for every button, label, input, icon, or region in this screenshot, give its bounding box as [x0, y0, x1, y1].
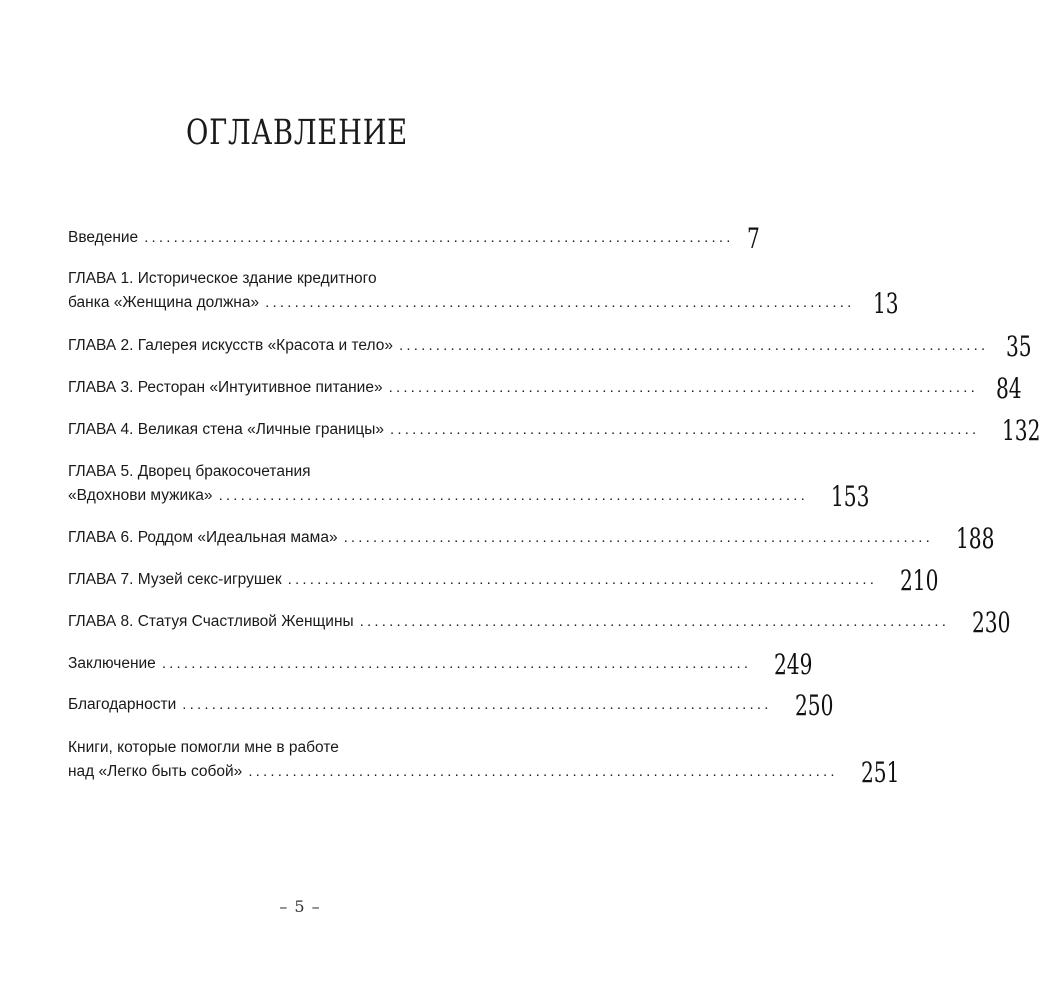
toc-entry-chapter-5[interactable] — [68, 460, 870, 513]
toc-page-number: 249 — [774, 648, 813, 681]
toc-entry-chapter-4[interactable] — [68, 414, 1041, 447]
toc-entry-chapter-1[interactable] — [68, 267, 899, 320]
toc-entry-conclusion[interactable] — [68, 648, 813, 681]
toc-entry-title: «Вдохнови мужика» — [68, 487, 213, 504]
dot-leader: ................................................................................ — [218, 487, 808, 504]
toc-entry-title: ГЛАВА 2. Галерея искусств «Красота и тело» — [68, 337, 393, 354]
toc-entry-title: ГЛАВА 4. Великая стена «Личные границы» — [68, 421, 385, 438]
toc-page-number: 210 — [900, 564, 939, 597]
toc-entry-title: ГЛАВА 6. Роддом «Идеальная мама» — [68, 529, 338, 546]
dot-leader: ................................................................................ — [343, 529, 933, 546]
toc-page-number: 250 — [794, 689, 834, 722]
toc-page-number: 153 — [830, 480, 870, 513]
toc-page-number: 35 — [1006, 330, 1033, 363]
toc-page-number: 13 — [872, 287, 899, 320]
toc-entry-acknowledgements[interactable] — [68, 689, 834, 722]
toc-entry-chapter-7[interactable] — [68, 564, 939, 597]
dot-leader: ................................................................................ — [248, 763, 838, 780]
dot-leader: ................................................................................ — [265, 294, 855, 311]
dot-leader: ................................................................................ — [287, 571, 878, 588]
dot-leader: ................................................................................ — [388, 379, 978, 396]
toc-entry-title: Введение — [68, 229, 139, 246]
toc-entry-books[interactable] — [68, 736, 900, 789]
toc-entry-title: ГЛАВА 3. Ресторан «Интуитивное питание» — [68, 379, 383, 396]
toc-entry-introduction[interactable] — [68, 222, 760, 255]
toc-entry-title: Заключение — [68, 655, 156, 672]
toc-entry-last-line — [68, 372, 1022, 405]
toc-entry-chapter-2[interactable] — [68, 330, 1033, 363]
dot-leader: ................................................................................ — [144, 229, 734, 246]
toc-entry-chapter-8[interactable] — [68, 606, 1011, 639]
toc-entry-chapter-3[interactable] — [68, 372, 1022, 405]
toc-page-number: 230 — [972, 606, 1011, 639]
page-number-footer: – 5 – — [279, 897, 321, 916]
toc-entry-title: Благодарности — [68, 696, 177, 713]
toc-entry-title: ГЛАВА 7. Музей секс-игрушек — [68, 571, 282, 588]
toc-entry-last-line — [68, 330, 1033, 363]
page-title: ОГЛАВЛЕНИЕ — [185, 113, 409, 153]
toc-page-number: 7 — [746, 222, 760, 255]
toc-entry-title: над «Легко быть собой» — [68, 763, 243, 780]
toc-entry-chapter-6[interactable] — [68, 522, 995, 555]
dot-leader: ................................................................................ — [359, 613, 950, 630]
toc-entry-title: банка «Женщина должна» — [68, 294, 260, 311]
toc-entry-last-line — [68, 414, 1041, 447]
toc-entry-title-line: ГЛАВА 5. Дворец бракосочетания — [68, 463, 311, 480]
toc-entry-title-line: ГЛАВА 1. Историческое здание кредитного — [68, 270, 377, 287]
dot-leader: ................................................................................ — [390, 421, 980, 438]
toc-entry-last-line — [68, 689, 834, 722]
toc-entry-last-line — [68, 564, 939, 597]
dot-leader: ................................................................................ — [161, 655, 752, 672]
toc-entry-last-line — [68, 222, 760, 255]
toc-page-number: 84 — [995, 372, 1022, 405]
toc-page-number: 251 — [860, 756, 900, 789]
toc-entry-last-line — [68, 648, 813, 681]
dot-leader: ................................................................................ — [182, 696, 772, 713]
toc-entry-title-line: Книги, которые помогли мне в работе — [68, 739, 339, 756]
toc-page-number: 132 — [1002, 414, 1041, 447]
toc-entry-last-line — [68, 606, 1011, 639]
toc-entry-last-line — [68, 522, 995, 555]
dot-leader: ................................................................................ — [398, 337, 989, 354]
toc-entry-last-line — [68, 756, 900, 789]
toc-entry-last-line — [68, 480, 870, 513]
toc-page-number: 188 — [955, 522, 995, 555]
toc-entry-title: ГЛАВА 8. Статуя Счастливой Женщины — [68, 613, 354, 630]
toc-entry-last-line — [68, 287, 899, 320]
